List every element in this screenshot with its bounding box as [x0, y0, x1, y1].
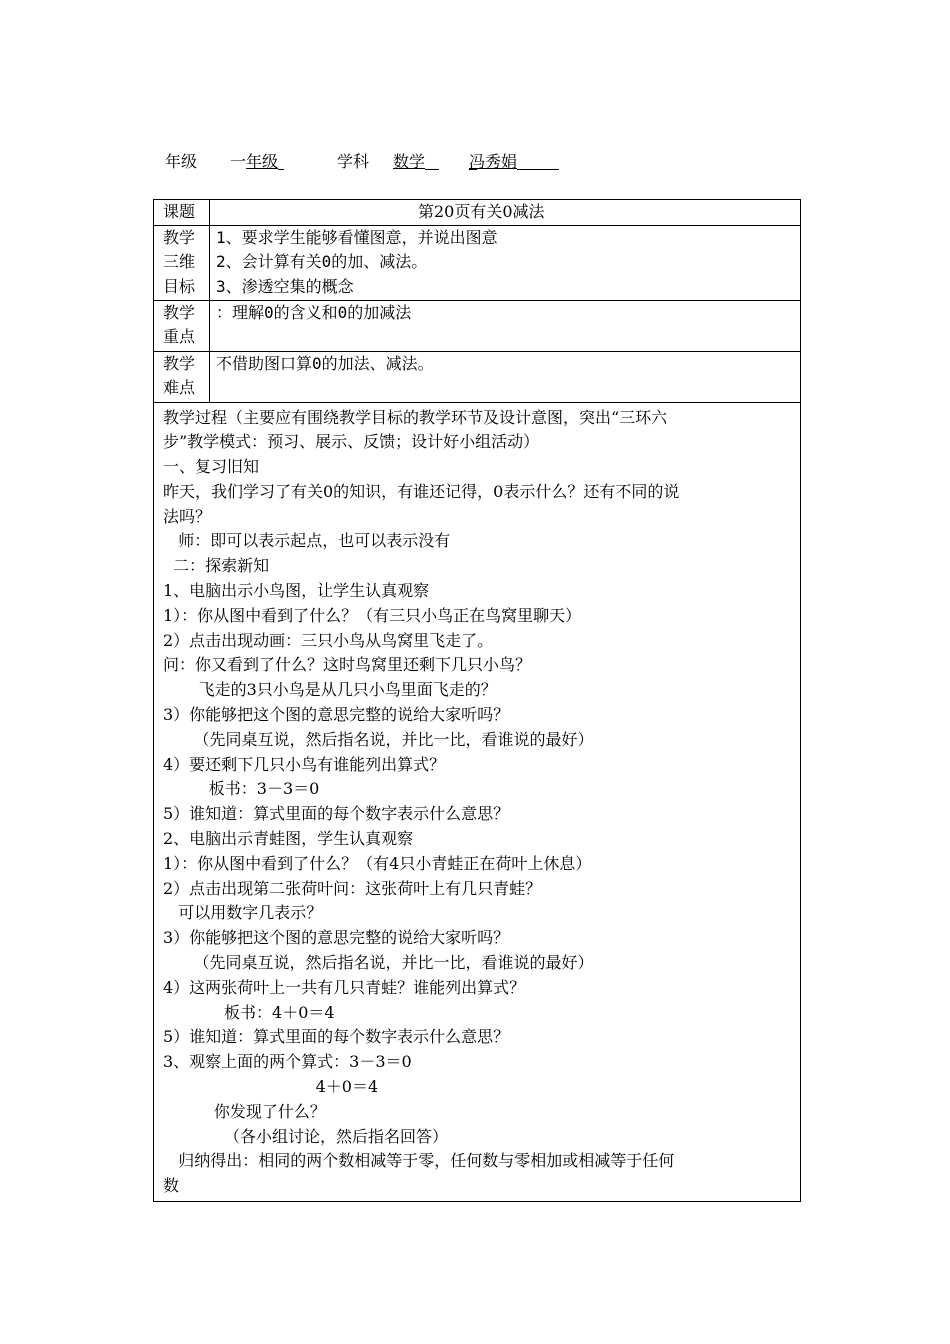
- process-line: （先同桌互说，然后指名说，并比一比，看谁说的最好）: [163, 953, 594, 973]
- process-line: 数: [163, 1176, 180, 1196]
- process-line: 问：你又看到了什么？这时鸟窝里还剩下几只小鸟？: [163, 655, 532, 675]
- goal-line: 3、渗透空集的概念: [216, 276, 354, 296]
- process-line: 法吗？: [163, 506, 212, 526]
- process-line: 3、观察上面的两个算式：3－3＝0: [163, 1052, 412, 1072]
- process-line: 归纳得出：相同的两个数相减等于零，任何数与零相加或相减等于任何: [163, 1151, 675, 1171]
- process-line: 4＋0＝4: [163, 1077, 379, 1097]
- process-line: 昨天，我们学习了有关0的知识，有谁还记得，0表示什么？还有不同的说: [163, 481, 680, 501]
- process-line: （先同桌互说，然后指名说，并比一比，看谁说的最好）: [163, 729, 594, 749]
- goal-line: 1、要求学生能够看懂图意，并说出图意: [216, 227, 498, 247]
- grade-value: 一年级: [230, 151, 278, 173]
- teacher-name: 冯秀娟: [469, 151, 517, 173]
- keypoint-label: 教学 重点: [154, 300, 210, 351]
- difficulty-row: [154, 351, 801, 402]
- process-content: [154, 402, 801, 1201]
- topic-row: [154, 200, 801, 226]
- process-line: 5）谁知道：算式里面的每个数字表示什么意思？: [163, 1027, 510, 1047]
- process-line: 2）点击出现动画：三只小鸟从鸟窝里飞走了。: [163, 630, 494, 650]
- process-line: 二：探索新知: [163, 556, 270, 576]
- process-line: 可以用数字几表示？: [163, 903, 323, 923]
- process-line: 3）你能够把这个图的意思完整的说给大家听吗？: [163, 928, 510, 948]
- process-line: 飞走的3只小鸟是从几只小鸟里面飞走的？: [163, 680, 497, 700]
- subject-value: 数学: [393, 151, 425, 173]
- goals-content: [210, 225, 801, 300]
- goal-line: 2、会计算有关0的加、减法。: [216, 252, 428, 271]
- process-line: （各小组讨论，然后指名回答）: [163, 1126, 449, 1146]
- process-line: 2）点击出现第二张荷叶问：这张荷叶上有几只青蛙？: [163, 878, 542, 898]
- grade-blank: [278, 151, 284, 170]
- subject-label: 学科: [337, 152, 370, 171]
- process-line: 教学过程（主要应有围绕教学目标的教学环节及设计意图，突出“三环六: [163, 407, 668, 427]
- process-line: 一、复习旧知: [163, 457, 260, 477]
- topic-value: 第20页有关0减法: [210, 200, 801, 226]
- process-line: 4）这两张荷叶上一共有几只青蛙？谁能列出算式？: [163, 977, 526, 997]
- process-line: 4）要还剩下几只小鸟有谁能列出算式？: [163, 754, 446, 774]
- process-row: [154, 402, 801, 1201]
- grade-value-underlined: 年级: [246, 152, 279, 171]
- process-line: 1）：你从图中看到了什么？（有三只小鸟正在鸟窝里聊天）: [163, 605, 582, 625]
- difficulty-content: 不借助图口算0的加法、减法。: [210, 351, 801, 402]
- topic-label: 课题: [154, 200, 210, 226]
- lesson-plan-table: [153, 199, 801, 1202]
- goals-label: 教学 三维 目标: [154, 225, 210, 300]
- goals-row: [154, 225, 801, 300]
- process-line: 3）你能够把这个图的意思完整的说给大家听吗？: [163, 705, 510, 725]
- process-line: 你发现了什么？: [163, 1101, 326, 1121]
- process-line: 1、电脑出示小鸟图，让学生认真观察: [163, 581, 430, 601]
- process-line: 步”教学模式：预习、展示、反馈；设计好小组活动）: [163, 432, 540, 452]
- process-line: 5）谁知道：算式里面的每个数字表示什么意思？: [163, 804, 510, 824]
- process-line: 师：即可以表示起点，也可以表示没有: [163, 531, 451, 551]
- process-line: 2、电脑出示青蛙图，学生认真观察: [163, 829, 414, 849]
- process-line: 1）：你从图中看到了什么？（有4只小青蛙正在荷叶上休息）: [163, 853, 592, 873]
- keypoint-content: ：理解0的含义和0的加减法: [210, 300, 801, 351]
- process-line: 板书：3－3＝0: [163, 779, 320, 799]
- difficulty-label: 教学 难点: [154, 351, 210, 402]
- grade-label: 年级: [165, 152, 198, 171]
- keypoint-row: [154, 300, 801, 351]
- process-line: 板书：4＋0＝4: [163, 1002, 335, 1022]
